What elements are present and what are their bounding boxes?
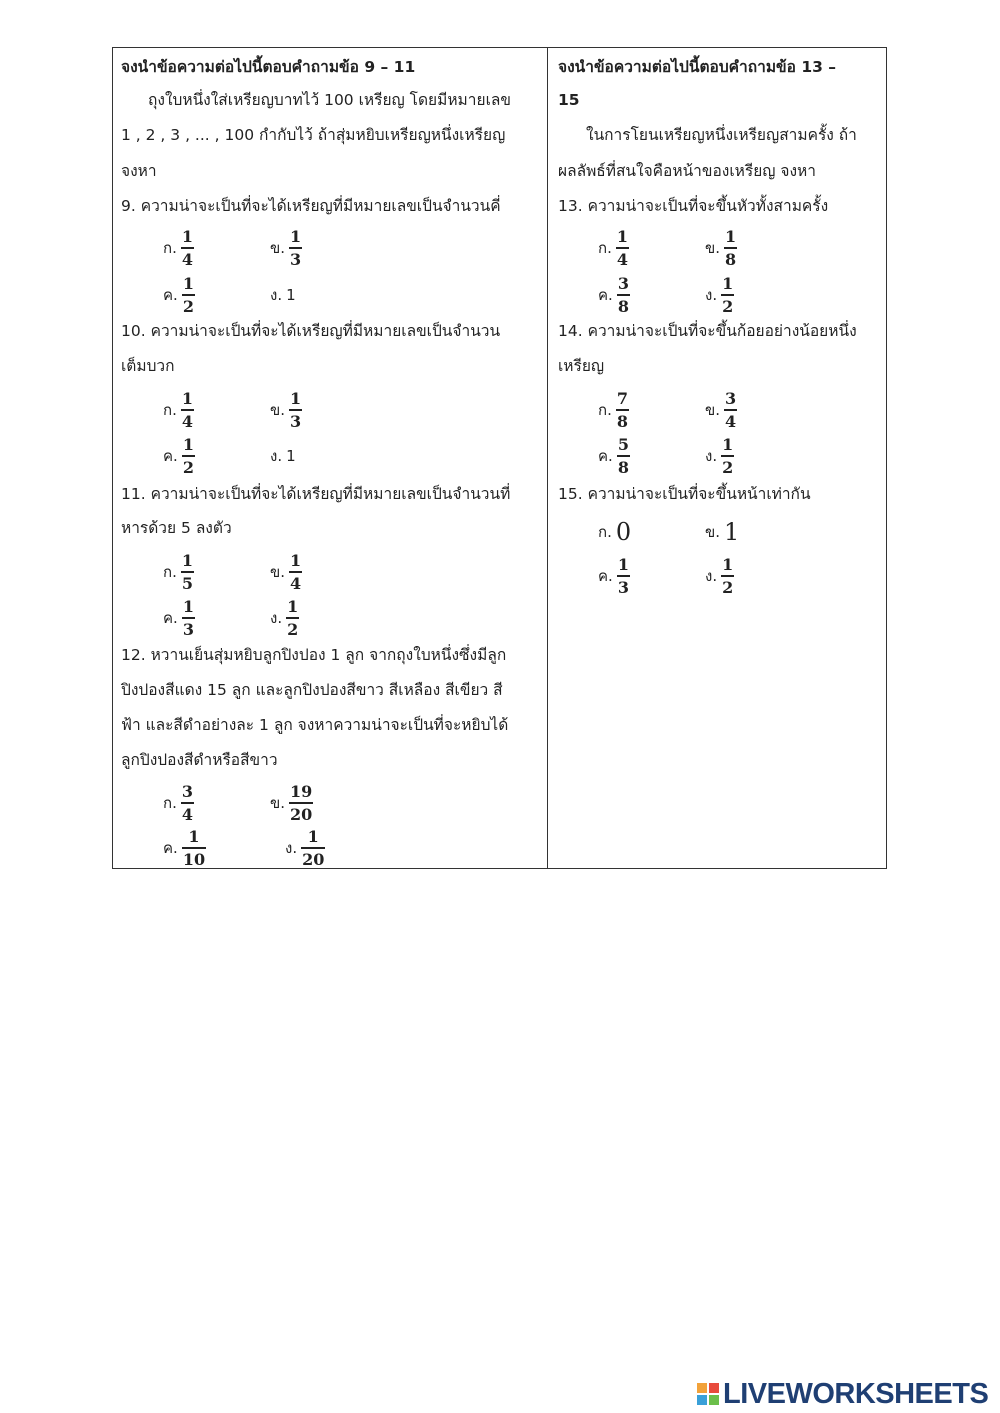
fraction: $\frac{1}{2}$: [182, 435, 194, 477]
question-12-text: ลูกปิงปองสีดำหรือสีขาว: [121, 751, 278, 769]
question-14-text: เหรียญ: [558, 357, 605, 375]
fraction: $\frac{1}{3}$: [290, 389, 302, 431]
option-label: ง.: [705, 447, 718, 465]
option-q14-d[interactable]: [705, 434, 734, 478]
option-q14-c[interactable]: [598, 434, 630, 478]
question-11-text: 11. ความน่าจะเป็นที่จะได้เหรียญที่มีหมายเลขเป็นจำนวนที่: [121, 485, 511, 503]
right-intro-line: ในการโยนเหรียญหนึ่งเหรียญสามครั้ง ถ้า: [586, 126, 857, 144]
fraction: $\frac{3}{4}$: [181, 782, 193, 824]
option-q13-a[interactable]: [598, 226, 629, 270]
option-label: ค.: [598, 286, 613, 304]
logo-icon: [697, 1383, 719, 1405]
option-label: ง.: [270, 447, 283, 465]
fraction: $\frac{1}{3}$: [182, 597, 194, 639]
option-label: ข.: [270, 401, 286, 419]
fraction: $\frac{19}{20}$: [290, 782, 313, 824]
option-q11-a[interactable]: [163, 550, 194, 594]
option-label: ก.: [163, 794, 177, 812]
option-label: ค.: [163, 447, 178, 465]
fraction: $\frac{1}{2}$: [722, 555, 734, 597]
question-12-text: ฟ้า และสีดำอย่างละ 1 ลูก จงหาความน่าจะเป็นที่จะหยิบได้: [121, 716, 509, 734]
option-q15-c[interactable]: [598, 554, 630, 598]
fraction: $\frac{1}{4}$: [616, 227, 628, 269]
right-header: จงนำข้อความต่อไปนี้ตอบคำถามข้อ 13 –: [558, 58, 837, 76]
option-q11-c[interactable]: [163, 596, 195, 640]
fraction: $\frac{3}{4}$: [725, 389, 737, 431]
question-11-text: หารด้วย 5 ลงตัว: [121, 519, 232, 537]
question-14-text: 14. ความน่าจะเป็นที่จะขึ้นก้อยอย่างน้อยหนึ่ง: [558, 322, 857, 340]
option-q9-c[interactable]: [163, 273, 195, 317]
liveworksheets-logo: [697, 1378, 988, 1410]
option-q10-b[interactable]: [270, 388, 302, 432]
question-10-text: เต็มบวก: [121, 357, 175, 375]
option-q10-d[interactable]: [270, 434, 296, 478]
fraction: $\frac{1}{2}$: [722, 435, 734, 477]
fraction: $\frac{1}{3}$: [617, 555, 629, 597]
option-label: ก.: [598, 401, 612, 419]
fraction: $\frac{1}{4}$: [181, 227, 193, 269]
option-q12-c[interactable]: [163, 826, 206, 870]
logo-text: LIVEWORKSHEETS: [723, 1377, 989, 1410]
option-label: ง.: [705, 286, 718, 304]
fraction: $\frac{1}{10}$: [182, 827, 206, 869]
left-column: [113, 48, 548, 868]
left-header: จงนำข้อความต่อไปนี้ตอบคำถามข้อ 9 – 11: [121, 58, 416, 76]
option-label: ข.: [270, 563, 286, 581]
option-q15-d[interactable]: [705, 554, 734, 598]
option-q12-b[interactable]: [270, 781, 313, 825]
option-q12-a[interactable]: [163, 781, 194, 825]
option-value: 1: [286, 447, 296, 465]
option-label: ข.: [705, 401, 721, 419]
question-12-text: ปิงปองสีแดง 15 ลูก และลูกปิงปองสีขาว สีเหลือง สีเขียว สี: [121, 681, 503, 699]
option-label: ค.: [163, 839, 178, 857]
option-q15-b[interactable]: [705, 510, 739, 554]
option-label: ง.: [285, 839, 298, 857]
fraction: $\frac{1}{2}$: [722, 274, 734, 316]
worksheet-table: [112, 47, 887, 869]
option-label: ค.: [163, 286, 178, 304]
fraction: $\frac{1}{3}$: [290, 227, 302, 269]
option-q9-d[interactable]: [270, 273, 296, 317]
fraction: $\frac{3}{8}$: [617, 274, 629, 316]
option-label: ง.: [270, 609, 283, 627]
option-label: ค.: [598, 567, 613, 585]
option-q11-d[interactable]: [270, 596, 299, 640]
option-value: 1: [724, 518, 740, 546]
question-10-text: 10. ความน่าจะเป็นที่จะได้เหรียญที่มีหมายเลขเป็นจำนวน: [121, 322, 501, 340]
option-label: ก.: [163, 563, 177, 581]
option-q13-c[interactable]: [598, 273, 630, 317]
fraction: $\frac{7}{8}$: [616, 389, 628, 431]
option-label: ก.: [598, 239, 612, 257]
left-intro-line: ถุงใบหนึ่งใส่เหรียญบาทไว้ 100 เหรียญ โดยมีหมายเลข: [148, 91, 511, 109]
option-q9-b[interactable]: [270, 226, 302, 270]
left-intro-line: จงหา: [121, 162, 157, 180]
question-15-text: 15. ความน่าจะเป็นที่จะขึ้นหน้าเท่ากัน: [558, 485, 811, 503]
fraction: $\frac{5}{8}$: [617, 435, 629, 477]
option-q11-b[interactable]: [270, 550, 302, 594]
option-q10-a[interactable]: [163, 388, 194, 432]
option-q13-d[interactable]: [705, 273, 734, 317]
option-value: 1: [286, 286, 296, 304]
option-q10-c[interactable]: [163, 434, 195, 478]
fraction: $\frac{1}{4}$: [290, 551, 302, 593]
fraction: $\frac{1}{4}$: [181, 389, 193, 431]
left-intro-line: 1 , 2 , 3 , ... , 100 กำกับไว้ ถ้าสุ่มหยิบเหรียญหนึ่งเหรียญ: [121, 126, 506, 144]
option-q14-a[interactable]: [598, 388, 629, 432]
right-intro-line: ผลลัพธ์ที่สนใจคือหน้าของเหรียญ จงหา: [558, 162, 816, 180]
fraction: $\frac{1}{8}$: [725, 227, 737, 269]
option-q9-a[interactable]: [163, 226, 194, 270]
fraction: $\frac{1}{2}$: [287, 597, 299, 639]
option-label: ก.: [163, 401, 177, 419]
option-label: ก.: [163, 239, 177, 257]
option-label: ข.: [705, 239, 721, 257]
question-9-text: 9. ความน่าจะเป็นที่จะได้เหรียญที่มีหมายเลขเป็นจำนวนคี่: [121, 197, 501, 215]
right-header: 15: [558, 91, 580, 109]
fraction: $\frac{1}{2}$: [182, 274, 194, 316]
option-value: 0: [615, 518, 632, 546]
option-label: ข.: [270, 239, 286, 257]
option-q14-b[interactable]: [705, 388, 737, 432]
option-q15-a[interactable]: [598, 510, 631, 554]
fraction: $\frac{1}{20}$: [302, 827, 325, 869]
fraction: $\frac{1}{5}$: [181, 551, 193, 593]
option-q13-b[interactable]: [705, 226, 737, 270]
question-12-text: 12. หวานเย็นสุ่มหยิบลูกปิงปอง 1 ลูก จากถุงใบหนึ่งซึ่งมีลูก: [121, 646, 507, 664]
option-label: ค.: [163, 609, 178, 627]
option-q12-d[interactable]: [285, 826, 325, 870]
question-13-text: 13. ความน่าจะเป็นที่จะขึ้นหัวทั้งสามครั้ง: [558, 197, 829, 215]
option-label: ค.: [598, 447, 613, 465]
option-label: ข.: [705, 523, 721, 541]
right-column: [548, 48, 886, 868]
option-label: ง.: [270, 286, 283, 304]
option-label: ง.: [705, 567, 718, 585]
option-label: ก.: [598, 523, 612, 541]
option-label: ข.: [270, 794, 286, 812]
